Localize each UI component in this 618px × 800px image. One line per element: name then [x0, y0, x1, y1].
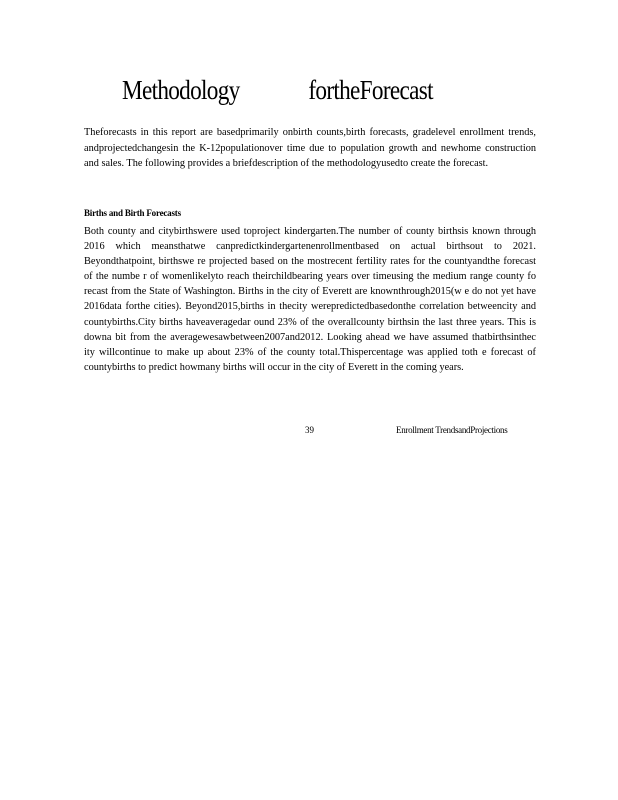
page-title — [122, 72, 483, 108]
section-heading-births: Births and Birth Forecasts — [84, 208, 181, 218]
page-title-part-2: fortheForecast — [308, 75, 433, 105]
intro-paragraph: Theforecasts in this report are basedprimarily onbirth counts,birth forecasts, gradelevel enrollment trends, andprojectedchangesin the K-12populationover time due to population growth and newhome construction and sales. The following provides a briefdescription of the methodologyusedto create the forecast. — [84, 127, 536, 169]
births-paragraph: Both county and citybirthswere used toproject kindergarten.The number of county birthsis known through 2016 which meansthatwe canpredictkindergartenenrollmentbased on actual birthsout to 2021. Beyondthatpoint, birthswe re projected based on the mostrecent fertility rates for the countyandthe forecast of the numbe r of womenlikelyto reach theirchildbearing years over timeusing the medium range county fo recast from the State of Washington. Births in the city of Everett are knownthrough2015(w e do not yet have 2016data forthe cities). Beyond2015,births in thecity werepredictedbasedonthe correlation betweencity and countybirths.City births haveaveragedar ound 23% of the overallcounty birthsin the last three years. This is downa bit from the averagewesawbetween2007and2012. Looking ahead we have assumed thatbirthsinthec ity willcontinue to make up about 23% of the county total.Thispercentage was applied toth e forecast of countybirths to predict howmany births will occur in the city of Everett in the coming years. — [84, 226, 536, 373]
page-number: 39 — [305, 425, 314, 435]
page-title-part-1: Methodology — [122, 75, 240, 105]
footer-document-title: Enrollment TrendsandProjections — [396, 425, 508, 435]
